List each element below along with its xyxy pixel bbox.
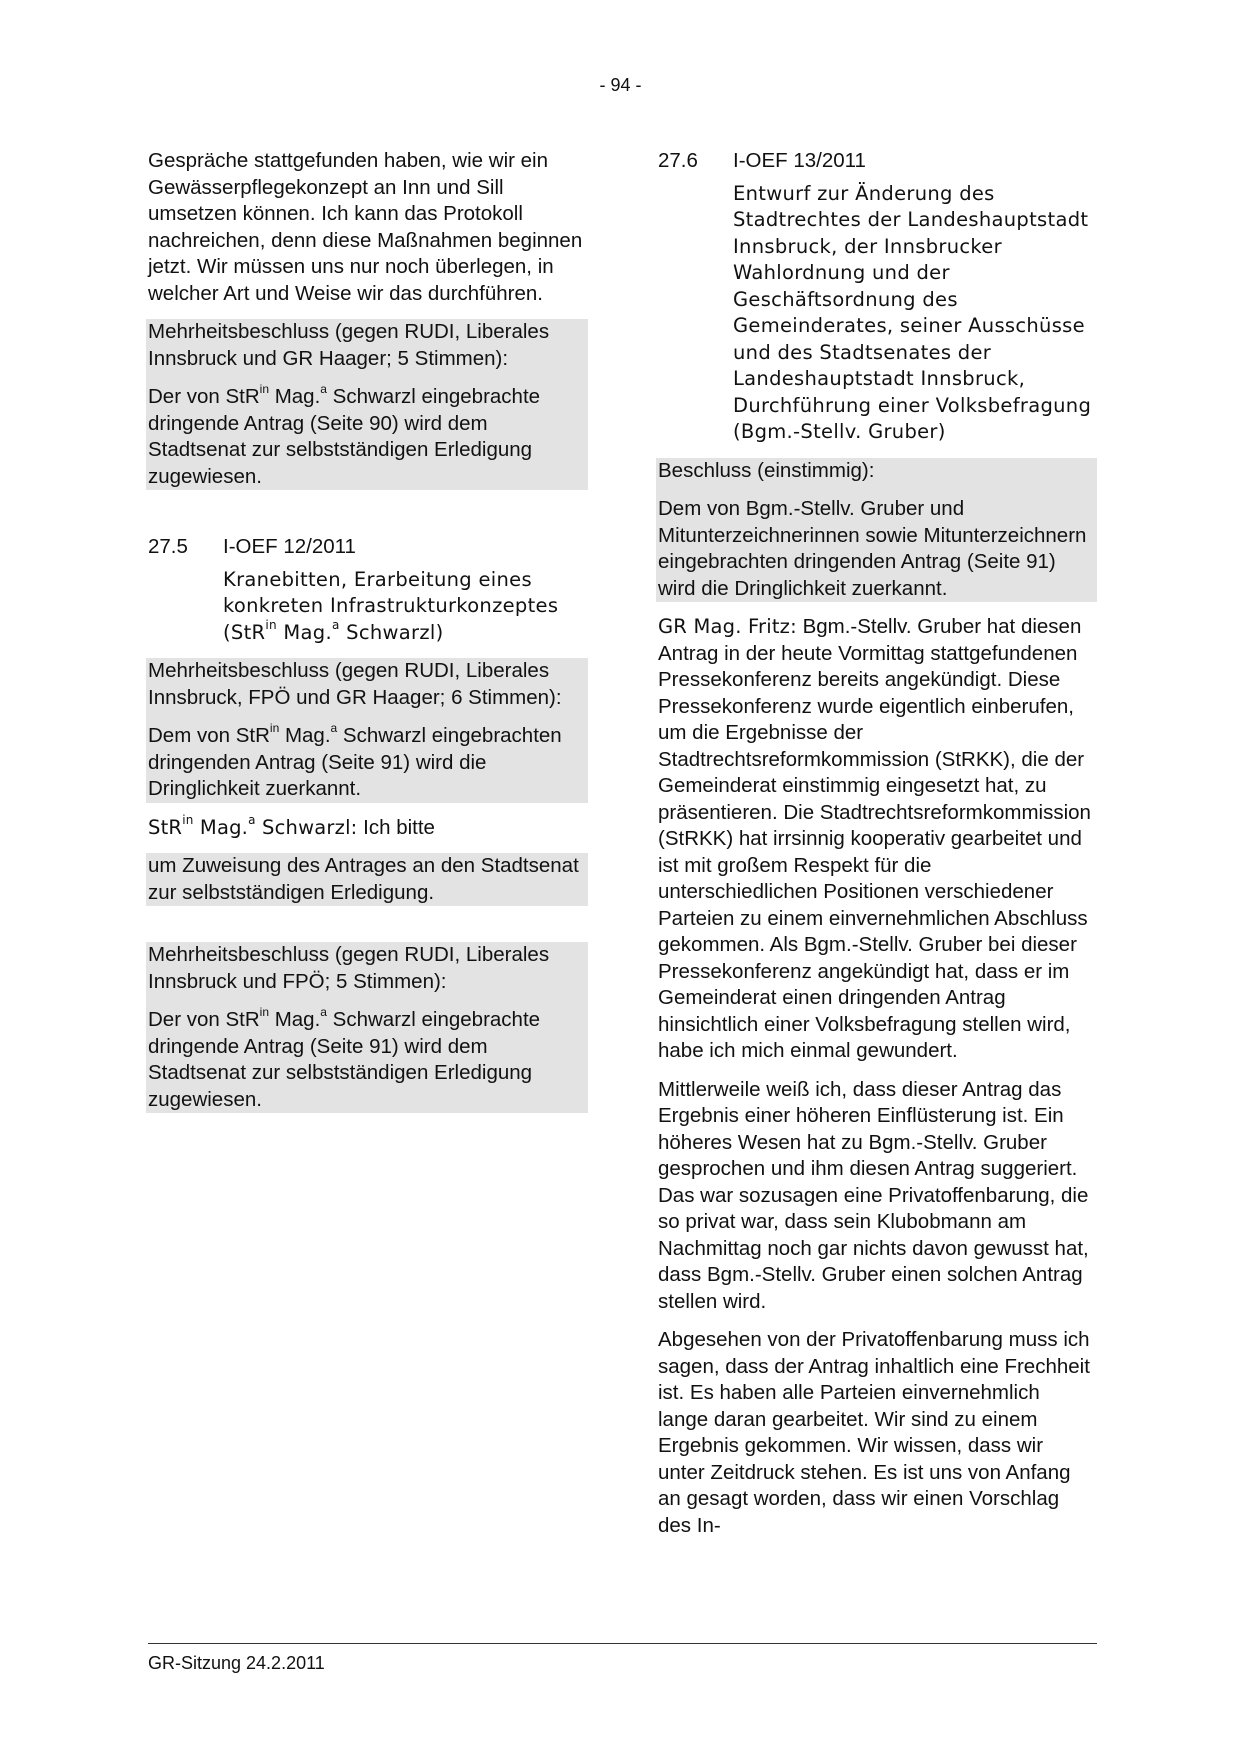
item-number: 27.5 [148, 535, 188, 558]
agenda-item-heading [148, 534, 586, 561]
resolution-block [656, 458, 1097, 603]
speaker-line: StR$^{in}$ Mag.$^a$ Schwarzl: Ich bitte [148, 813, 435, 839]
resolution-block-1 [146, 319, 588, 490]
resolution-head: Mehrheitsbeschluss (gegen RUDI, Liberales Innsbruck, FPÖ und GR Haager; 6 Stimmen): [148, 659, 562, 709]
resolution-head: Mehrheitsbeschluss (gegen RUDI, Liberales Innsbruck und FPÖ; 5 Stimmen): [148, 943, 550, 993]
resolution-block-3 [146, 942, 588, 1113]
speaker-name: StR$^{in}$ Mag.$^a$ Schwarzl: [148, 813, 358, 839]
resolution-text: Dem von StR$^{in}$ Mag.$^a$ Schwarzl eingebrachten dringenden Antrag (Seite 91) wird die Dringlichkeit zuerkannt. [148, 721, 562, 800]
resolution-text: Der von StR$^{in}$ Mag.$^a$ Schwarzl eingebrachte dringende Antrag (Seite 91) wird dem Stadtsenat zur selbstständigen Erledigung zugewiesen. [148, 1005, 541, 1111]
page-number: - 94 - [599, 75, 642, 95]
item-code: I-OEF 12/2011 [223, 535, 356, 558]
resolution-head: Mehrheitsbeschluss (gegen RUDI, Liberales Innsbruck und GR Haager; 5 Stimmen): [148, 320, 550, 370]
resolution-head: Beschluss (einstimmig): [658, 458, 875, 482]
item-code: I-OEF 13/2011 [733, 149, 866, 172]
speaker-name: GR Mag. Fritz: [658, 615, 797, 638]
right-column [658, 148, 1095, 1539]
item-number: 27.6 [658, 149, 698, 172]
request-text: um Zuweisung des Antrages an den Stadtsenat zur selbstständigen Erledigung. [148, 854, 579, 904]
resolution-text: Dem von Bgm.-Stellv. Gruber und Mitunterzeichnerinnen sowie Mitunterzeichnern eingebrachten dringenden Antrag (Seite 91) wird die Dringlichkeit zuerkannt. [658, 497, 1087, 600]
resolution-text: Der von StR$^{in}$ Mag.$^a$ Schwarzl eingebrachte dringende Antrag (Seite 90) wird dem Stadtsenat zur selbstständigen Erledigung zugewiesen. [148, 382, 541, 488]
request-block [146, 853, 588, 906]
footer-text: GR-Sitzung 24.2.2011 [148, 1653, 325, 1673]
resolution-block-2 [146, 658, 588, 803]
left-column [148, 148, 586, 1113]
intro-paragraph: Gespräche stattgefunden haben, wie wir ein Gewässerpflegekonzept an Inn und Sill umsetzen können. Ich kann das Protokoll nachreichen, denn diese Maßnahmen beginnen jetzt. Wir müssen uns nur noch überlegen, in welcher Art und Weise wir das durchführen. [148, 149, 583, 305]
speech-paragraph-3: Abgesehen von der Privatoffenbarung muss ich sagen, dass der Antrag inhaltlich eine Frechheit ist. Es haben alle Parteien einvernehmlich lange daran gearbeitet. Wir sind zu einem Ergebnis gekommen. Wir wissen, dass wir unter Zeitdruck stehen. Es ist uns von Anfang an gesagt worden, dass wir einen Vorschlag des In- [658, 1328, 1090, 1537]
item-title: Entwurf zur Änderung des Stadtrechtes der Landeshauptstadt Innsbruck, der Innsbrucker Wahlordnung und der Geschäftsordnung des Gemeinderates, seiner Ausschüsse und des Stadtsenates der Landeshauptstadt Innsbruck, Durchführung einer Volksbefragung (Bgm.-Stellv. Gruber) [733, 181, 1092, 443]
agenda-item-heading [658, 148, 1095, 175]
speech-paragraph-1: GR Mag. Fritz: Bgm.-Stellv. Gruber hat diesen Antrag in der heute Vormittag stattgefundenen Pressekonferenz bereits angekündigt. Diese Pressekonferenz wurde eigentlich einberufen, um die Ergebnisse der Stadtrechtsreformkommission (StRKK), die der Gemeinderat einstimmig eingesetzt hat, zu präsentieren. Die Stadtrechtsreformkommission (StRKK) hat irrsinnig kooperativ gearbeitet und ist mit großem Respekt für die unterschiedlichen Positionen verschiedener Parteien zu einem einvernehmlichen Abschluss gekommen. Als Bgm.-Stellv. Gruber bei dieser Pressekonferenz angekündigt hat, dass er im Gemeinderat einen dringenden Antrag hinsichtlich einer Volksbefragung stellen wird, habe ich mich einmal gewundert. [658, 615, 1091, 1062]
footer-divider [148, 1643, 1097, 1644]
speech-paragraph-2: Mittlerweile weiß ich, dass dieser Antrag das Ergebnis einer höheren Einflüsterung ist. Ein höheres Wesen hat zu Bgm.-Stellv. Gruber gesprochen und ihm diesen Antrag suggeriert. Das war sozusagen eine Privatoffenbarung, die so privat war, dass sein Klubobmann am Nachmittag noch gar nichts davon gewusst hat, dass Bgm.-Stellv. Gruber einen solchen Antrag stellen wird. [658, 1077, 1089, 1313]
item-title: Kranebitten, Erarbeitung eines konkreten Infrastrukturkonzeptes (StR$^{in}$ Mag.$^a$ Schwarzl) [223, 567, 559, 644]
